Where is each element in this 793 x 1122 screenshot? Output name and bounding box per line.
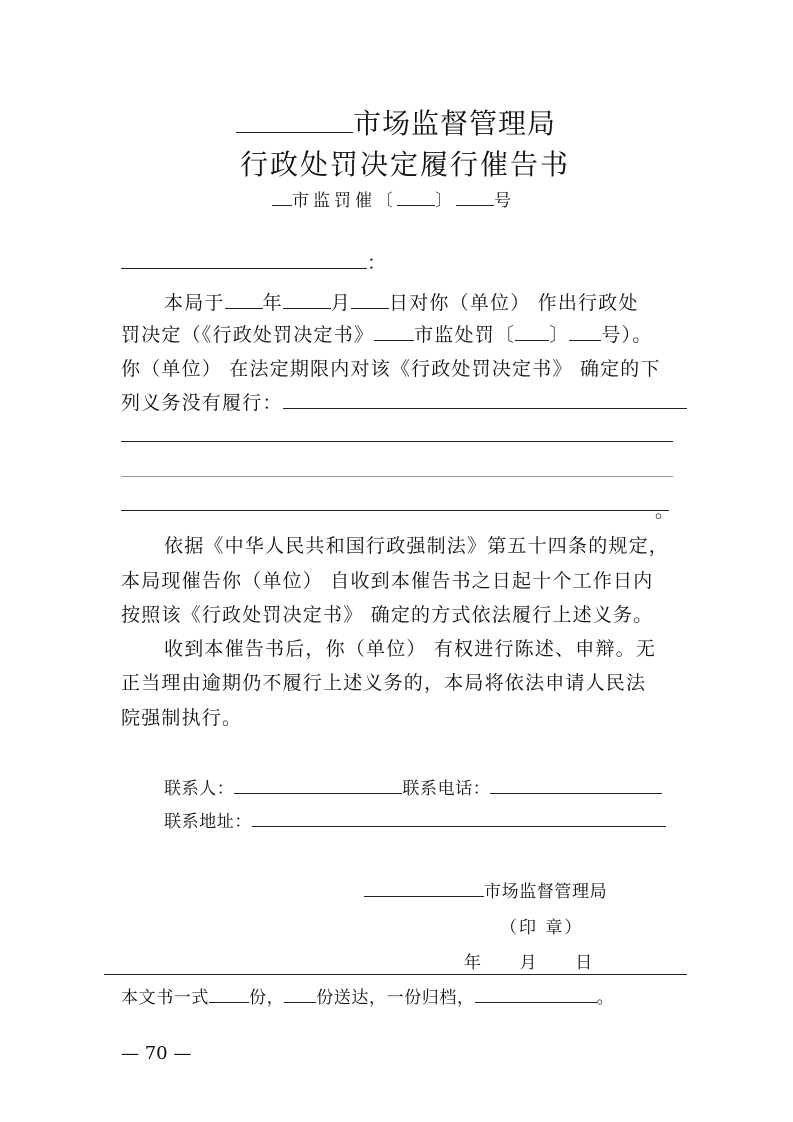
para2-line2: 本局现催告你（单位） 自收到本催告书之日起十个工作日内 — [121, 570, 654, 592]
addressee-blank[interactable] — [121, 250, 367, 269]
signature-agency-blank[interactable] — [364, 880, 484, 897]
contact-phone-label: 联系电话： — [402, 779, 491, 799]
para1-month-label: 月 — [330, 292, 352, 314]
para3-line2: 正当理由逾期仍不履行上述义务的，本局将依法申请人民法 — [121, 672, 647, 694]
footer-other-blank[interactable] — [475, 986, 597, 1003]
decision-number-suffix: 号）。 — [601, 324, 653, 346]
footer-copies-blank[interactable] — [209, 986, 249, 1003]
unfulfilled-obligation-line-4[interactable] — [121, 510, 669, 511]
contact-line — [164, 774, 662, 799]
decision-bracket-close: 〕 — [549, 324, 570, 346]
para1-line1 — [164, 288, 639, 315]
contact-address-field[interactable] — [252, 810, 666, 827]
footer-served-blank[interactable] — [284, 986, 316, 1003]
signature-date — [464, 948, 593, 973]
unfulfilled-obligation-line-2[interactable] — [121, 441, 673, 442]
decision-year-blank[interactable] — [515, 322, 549, 341]
doc-number-suffix: 号 — [494, 191, 515, 211]
contact-person-field[interactable] — [234, 777, 402, 794]
doc-number-city-blank[interactable] — [272, 189, 292, 206]
para1-decision-text: 罚决定（《行政处罚决定书》 — [121, 324, 375, 346]
seal-text: （印 章） — [500, 918, 584, 938]
footer-served-text: 份送达，一份归档， — [316, 988, 475, 1008]
document-number — [272, 186, 515, 211]
contact-person-label: 联系人： — [164, 779, 235, 799]
date-year-label: 年 — [464, 953, 482, 973]
decision-city-blank[interactable] — [374, 322, 414, 341]
obligation-end-period: 。 — [655, 500, 676, 522]
doc-number-year-blank[interactable] — [397, 189, 435, 206]
footer-note — [121, 983, 614, 1008]
doc-number-bracket-close: 〕 — [435, 191, 456, 211]
contact-phone-field[interactable] — [490, 777, 662, 794]
doc-number-serial-blank[interactable] — [456, 189, 494, 206]
date-day-label: 日 — [575, 953, 593, 973]
footer-end-period: 。 — [596, 988, 615, 1008]
document-title: 行政处罚决定履行催告书 — [240, 148, 571, 181]
para3-line3: 院强制执行。 — [121, 707, 243, 729]
decision-serial-blank[interactable] — [569, 322, 601, 341]
para3-line1: 收到本催告书后，你（单位） 有权进行陈述、申辩。无 — [164, 638, 657, 660]
agency-title-line — [236, 102, 556, 142]
signature-agency-suffix: 市场监督管理局 — [484, 882, 608, 902]
unfulfilled-obligation-line-3[interactable] — [121, 476, 673, 477]
date-month-label: 月 — [519, 953, 538, 973]
page-number: — 70 — — [121, 1043, 192, 1064]
para1-line3: 你（单位） 在法定期限内对该《行政处罚决定书》 确定的下 — [121, 358, 661, 380]
address-line — [164, 807, 666, 832]
footer-copies-unit: 份， — [249, 988, 285, 1008]
para1-line2 — [121, 320, 652, 347]
penalty-month-blank[interactable] — [283, 290, 331, 309]
penalty-day-blank[interactable] — [351, 290, 389, 309]
agency-suffix: 市场监督管理局 — [353, 107, 557, 140]
para1-text-b: 日对你（单位） 作出行政处 — [389, 292, 639, 314]
signature-agency-line — [364, 877, 607, 902]
unfulfilled-label: 列义务没有履行： — [121, 392, 283, 414]
addressee-line — [121, 248, 387, 275]
para1-year-label: 年 — [262, 292, 283, 314]
agency-name-blank[interactable] — [236, 105, 353, 133]
footer-copies-label: 本文书一式 — [121, 988, 209, 1008]
para2-line1: 依据《中华人民共和国行政强制法》第五十四条的规定， — [164, 535, 670, 557]
contact-address-label: 联系地址： — [164, 812, 252, 832]
penalty-year-blank[interactable] — [225, 290, 263, 309]
addressee-colon: ： — [367, 252, 388, 274]
unfulfilled-obligation-blank-1[interactable] — [283, 390, 687, 409]
para1-text-a: 本局于 — [164, 292, 225, 314]
decision-number-prefix: 市监处罚〔 — [414, 324, 516, 346]
footer-divider — [104, 974, 687, 975]
para1-line4 — [121, 388, 687, 415]
doc-number-prefix: 市监罚催〔 — [292, 191, 397, 211]
para2-line3: 按照该《行政处罚决定书》 确定的方式依法履行上述义务。 — [121, 604, 654, 626]
